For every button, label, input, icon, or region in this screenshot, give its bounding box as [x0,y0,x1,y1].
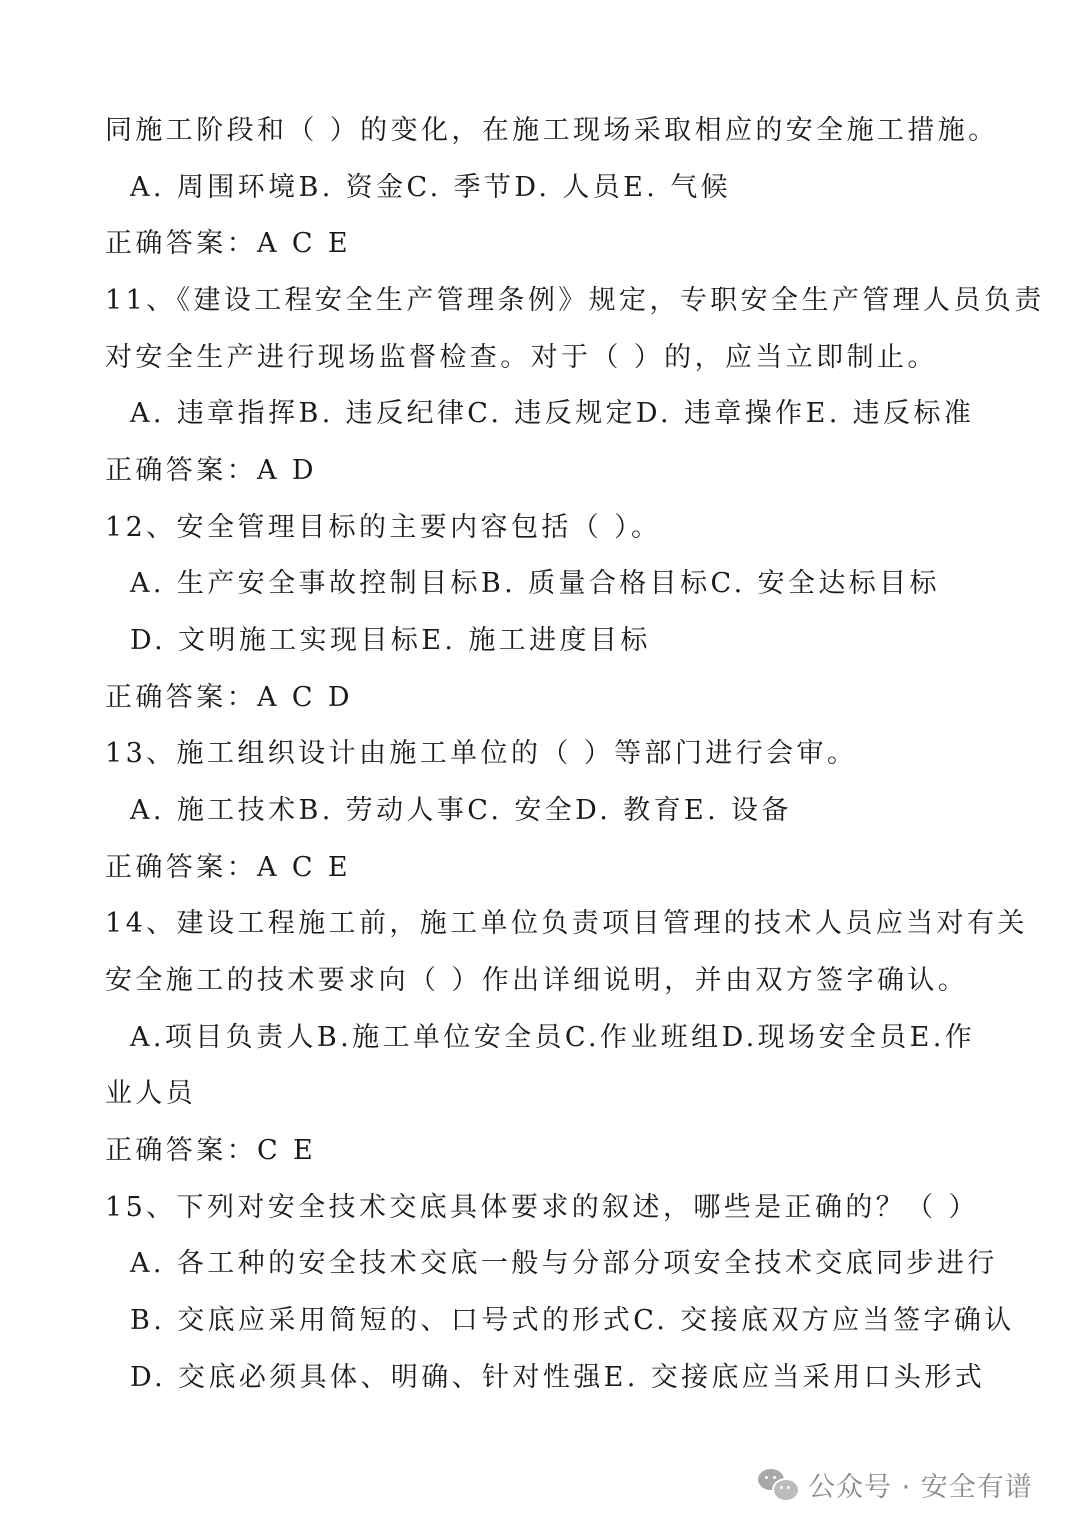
question-14-line-2: 安全施工的技术要求向（ ）作出详细说明，并由双方签字确认。 [105,965,969,996]
question-15-options-2: B. 交底应采用简短的、口号式的形式C. 交接底双方应当签字确认 [130,1305,1015,1336]
question-13-options: A. 施工技术B. 劳动人事C. 安全D. 教育E. 设备 [130,795,792,826]
question-13-line-1: 13、施工组织设计由施工单位的（ ）等部门进行会审。 [105,738,858,769]
question-15-options-1: A. 各工种的安全技术交底一般与分部分项安全技术交底同步进行 [130,1248,998,1279]
question-14-answer: 正确答案：C E [105,1135,317,1166]
question-11-options: A. 违章指挥B. 违反纪律C. 违反规定D. 违章操作E. 违反标准 [130,398,975,429]
question-13-answer: 正确答案：A C E [105,852,352,883]
question-12-line-1: 12、安全管理目标的主要内容包括（ ）。 [105,512,662,543]
question-11-answer: 正确答案：A D [105,455,317,486]
question-15-options-3: D. 交底必须具体、明确、针对性强E. 交接底应当采用口头形式 [130,1362,986,1393]
question-11-line-2: 对安全生产进行现场监督检查。对于（ ）的，应当立即制止。 [105,342,938,373]
wechat-icon [758,1467,798,1501]
question-15-line-1: 15、下列对安全技术交底具体要求的叙述，哪些是正确的？（ ） [105,1192,979,1223]
question-14-options-2: 业人员 [105,1078,197,1109]
question-12-options-1: A. 生产安全事故控制目标B. 质量合格目标C. 安全达标目标 [130,568,940,599]
question-14-options-1: A.项目负责人B.施工单位安全员C.作业班组D.现场安全员E.作 [130,1022,976,1053]
account-watermark [758,1462,1033,1506]
answer-line-1: 正确答案：A C E [105,228,352,259]
question-12-options-2: D. 文明施工实现目标E. 施工进度目标 [130,625,651,656]
options-line-1: A. 周围环境B. 资金C. 季节D. 人员E. 气候 [130,172,732,203]
question-11-line-1: 11、《建设工程安全生产管理条例》规定，专职安全生产管理人员负责 [105,285,1045,316]
text-line-1: 同施工阶段和（ ）的变化，在施工现场采取相应的安全施工措施。 [105,115,999,146]
question-12-answer: 正确答案：A C D [105,682,353,713]
watermark-text: 公众号 · 安全有谱 [808,1471,1033,1503]
question-14-line-1: 14、建设工程施工前，施工单位负责项目管理的技术人员应当对有关 [105,908,1028,939]
